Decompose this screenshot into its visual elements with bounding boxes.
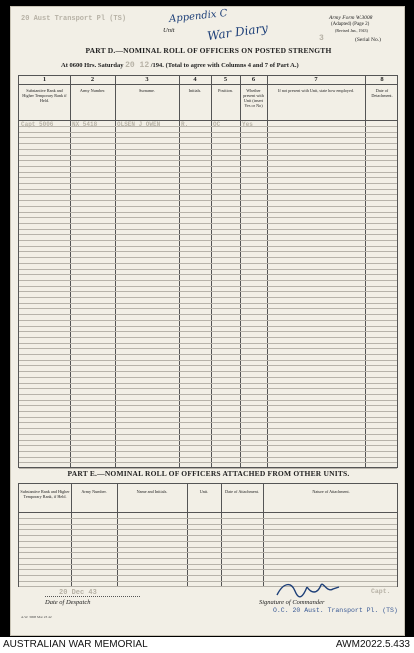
part-e-col-header: Nature of Attachment. bbox=[312, 489, 350, 494]
unit-stamp: 20 Aust Transport Pl (TS) bbox=[21, 15, 127, 23]
despatch-date: 20 Dec 43 bbox=[59, 589, 97, 597]
part-e-col-header: Name and Initials. bbox=[136, 489, 168, 494]
printer-note: A.W. 3008 Mar 23 42 bbox=[21, 615, 52, 619]
unit-label: Unit bbox=[163, 27, 175, 34]
part-d-col-number: 1 bbox=[42, 76, 47, 83]
part-d-col-number: 5 bbox=[223, 76, 228, 83]
commander-signature bbox=[273, 579, 343, 601]
form-sheet bbox=[10, 6, 405, 636]
part-d-col-header: Surname. bbox=[139, 88, 155, 93]
date-year: /194. bbox=[150, 62, 164, 69]
form-adapted: (Adapted) (Page 2) bbox=[331, 22, 370, 27]
part-e-col-header: Substantive Rank and Higher Temporary Rank, if Held. bbox=[20, 489, 70, 499]
part-d-col-number: 2 bbox=[90, 76, 95, 83]
part-d-col-header: Initials. bbox=[188, 88, 202, 93]
part-d-col-number: 7 bbox=[314, 76, 318, 83]
part-e-col-header: Date of Attachment. bbox=[225, 489, 259, 494]
part-d-entry-number: NX 5418 bbox=[72, 121, 98, 128]
part-d-col-number: 6 bbox=[251, 76, 256, 83]
rank-stamp: Capt. bbox=[371, 588, 391, 595]
part-e-table bbox=[18, 483, 398, 587]
date-prefix: At 0600 Hrs. Saturday bbox=[61, 62, 124, 69]
part-d-col-number: 8 bbox=[380, 76, 384, 83]
part-d-table bbox=[18, 75, 398, 468]
part-d-entry-present: Yes bbox=[242, 121, 253, 128]
part-d-date-line bbox=[61, 61, 299, 70]
part-d-col-header: Substantive Rank and Higher Temporary Rank if Held. bbox=[22, 88, 67, 103]
part-d-col-header: Whether present with Unit (insert Yes or No) bbox=[243, 88, 264, 108]
despatch-label: Date of Despatch bbox=[45, 599, 91, 606]
part-d-col-header: Army Number. bbox=[79, 88, 106, 93]
part-d-title: PART D.—NOMINAL ROLL OF OFFICERS ON POSTED STRENGTH bbox=[85, 46, 332, 55]
part-e-title: PART E.—NOMINAL ROLL OF OFFICERS ATTACHED FROM OTHER UNITS. bbox=[67, 469, 350, 478]
archive-footer bbox=[0, 637, 414, 653]
form-id: Army Form W.3008 bbox=[329, 15, 373, 21]
part-d-col-header: Position. bbox=[218, 88, 233, 93]
stamp-line: O.C. 20 Aust. Transport Pl. (TS) bbox=[273, 607, 398, 614]
part-d-entry-surname: OLSEN J OWEN bbox=[117, 121, 161, 128]
date-note: (Total to agree with Columns 4 and 7 of Part A.) bbox=[165, 62, 299, 69]
signature-label: Signature of Commander bbox=[259, 599, 325, 606]
part-d-col-header: If not present with Unit, state how employed. bbox=[278, 88, 354, 93]
part-d-col-header: Date of Detachment. bbox=[371, 88, 393, 98]
handwritten-diary: War Diary bbox=[206, 20, 269, 44]
footer-accession: AWM2022.5.433 bbox=[335, 639, 410, 650]
part-d-entry-rank: Capt 5006 bbox=[21, 121, 54, 128]
serial-label: (Serial No.) bbox=[355, 37, 381, 43]
serial-value: 3 bbox=[319, 34, 324, 43]
part-e-col-header: Army Number. bbox=[81, 489, 107, 494]
date-value: 20 12 bbox=[125, 61, 150, 70]
part-d-entry-initials: R. bbox=[181, 121, 189, 128]
handwritten-appendix: Appendix C bbox=[168, 7, 228, 26]
part-d-entry-position: OC bbox=[213, 121, 221, 128]
part-d-col-number: 4 bbox=[193, 76, 197, 83]
footer-institution: AUSTRALIAN WAR MEMORIAL bbox=[3, 639, 148, 650]
form-revised: (Revised Jan., 1943) bbox=[335, 28, 368, 33]
part-e-col-header: Unit. bbox=[199, 489, 209, 494]
part-d-col-number: 3 bbox=[145, 76, 149, 83]
